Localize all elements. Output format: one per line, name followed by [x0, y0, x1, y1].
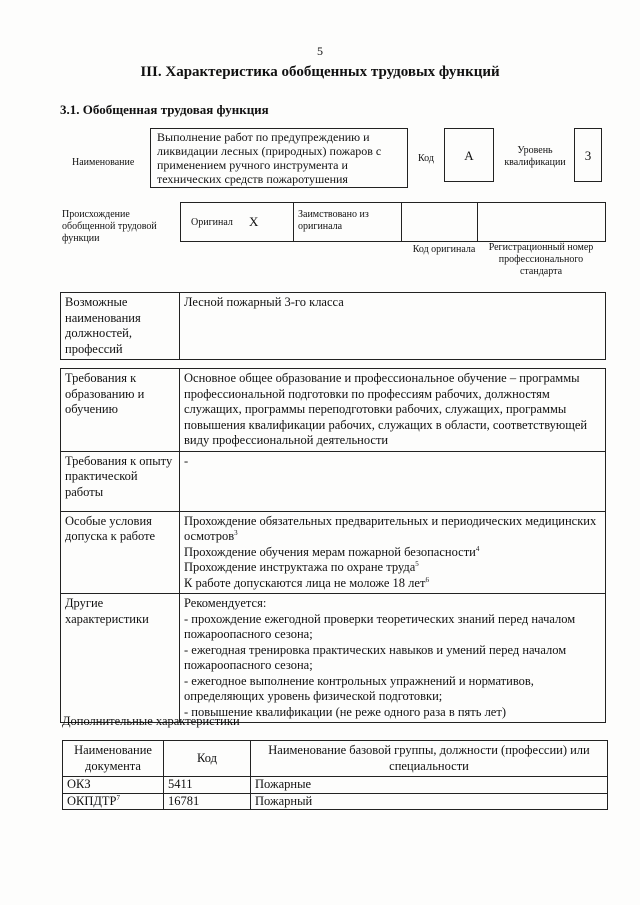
admission-line: Прохождение обучения мерам пожарной безопасности$^4$ — [184, 544, 480, 559]
positions-label: Возможные наименования должностей, профессий — [61, 293, 180, 360]
req-experience-value: - — [180, 451, 606, 511]
admission-line: Прохождение обязательных предварительных и периодических медицинских осмотров$^3$ — [184, 513, 597, 543]
code-value-box — [444, 128, 494, 182]
req-admission-value — [180, 511, 606, 594]
footnote-ref: 6 — [425, 575, 429, 584]
table-row — [63, 793, 608, 810]
admission-line: Прохождение инструктажа по охране труда$^5$ — [184, 559, 419, 574]
table-row — [63, 777, 608, 794]
footnote-ref: 5 — [415, 559, 419, 568]
other-line: - прохождение ежегодной проверки теоретических знаний перед началом пожароопасного сезона; — [184, 611, 576, 641]
req-other-value — [180, 594, 606, 723]
requirements-row — [61, 369, 606, 452]
code-value: А — [464, 148, 474, 163]
row-code: 16781 — [164, 793, 251, 810]
original-label: Оригинал — [191, 217, 233, 228]
additional-header-row — [63, 741, 608, 777]
divider — [401, 203, 402, 241]
function-name-value: Выполнение работ по предупреждению и ликвидации лесных (природных) пожаров с применением ручного инструмента и технических средств пожаротушения — [157, 130, 382, 186]
req-other-label: Другие характеристики — [61, 594, 180, 723]
requirements-row — [61, 451, 606, 511]
level-label: Уровень квалификации — [504, 145, 566, 168]
additional-title: Дополнительные характеристики — [62, 714, 240, 728]
original-mark: X — [249, 214, 259, 229]
other-line: - повышение квалификации (не реже одного раза в пять лет) — [184, 704, 506, 719]
req-education-label: Требования к образованию и обучению — [61, 369, 180, 452]
page-number: 5 — [317, 44, 323, 58]
row-code: 5411 — [164, 777, 251, 794]
header-doc: Наименование документа — [63, 741, 164, 777]
header-name: Наименование базовой группы, должности (профессии) или специальности — [251, 741, 608, 777]
code-original-caption: Код оригинала — [412, 244, 476, 255]
row-name: Пожарный — [251, 793, 608, 810]
req-education-value: Основное общее образование и профессиональное обучение – программы профессиональной подготовки по профессиям рабочих, должностям служащих, программы переподготовки рабочих, служащих, программы повышения квалификации рабочих, служащих в области, соответствующей виду профессиональной деятельности — [180, 369, 606, 452]
name-label: Наименование — [72, 157, 135, 168]
row-name: Пожарные — [251, 777, 608, 794]
subsection-title: 3.1. Обобщенная трудовая функция — [60, 102, 269, 117]
origin-label: Происхождение обобщенной трудовой функции — [62, 209, 157, 244]
row-doc: ОКПДТР$^7$ — [63, 793, 164, 810]
origin-table — [180, 202, 606, 242]
requirements-row — [61, 594, 606, 723]
level-value: 3 — [584, 148, 592, 163]
positions-value: Лесной пожарный 3-го класса — [180, 293, 606, 360]
footnote-ref: 7 — [116, 793, 121, 802]
req-admission-label: Особые условия допуска к работе — [61, 511, 180, 594]
requirements-table — [60, 368, 606, 723]
additional-table — [62, 740, 608, 810]
admission-line: К работе допускаются лица не моложе 18 лет$^6$ — [184, 575, 429, 590]
borrowed-label: Заимствовано из оригинала — [298, 209, 369, 232]
function-name-box — [150, 128, 408, 188]
header-code: Код — [164, 741, 251, 777]
divider — [477, 203, 478, 241]
requirements-row — [61, 511, 606, 594]
level-value-box — [574, 128, 602, 182]
footnote-ref: 3 — [234, 528, 238, 537]
req-experience-label: Требования к опыту практической работы — [61, 451, 180, 511]
row-doc: ОКЗ — [63, 777, 164, 794]
positions-table — [60, 292, 606, 360]
footnote-ref: 4 — [475, 544, 480, 553]
reg-number-caption: Регистрационный номер профессионального стандарта — [488, 242, 594, 277]
section-title: III. Характеристика обобщенных трудовых функций — [140, 64, 500, 80]
divider — [293, 203, 294, 241]
other-line: - ежегодная тренировка практических навыков и умений перед началом пожароопасного сезона; — [184, 642, 567, 672]
other-line: Рекомендуется: — [184, 596, 267, 610]
code-label: Код — [418, 153, 434, 164]
other-line: - ежегодное выполнение контрольных упражнений и нормативов, определяющих уровень физической подготовки; — [184, 673, 534, 703]
